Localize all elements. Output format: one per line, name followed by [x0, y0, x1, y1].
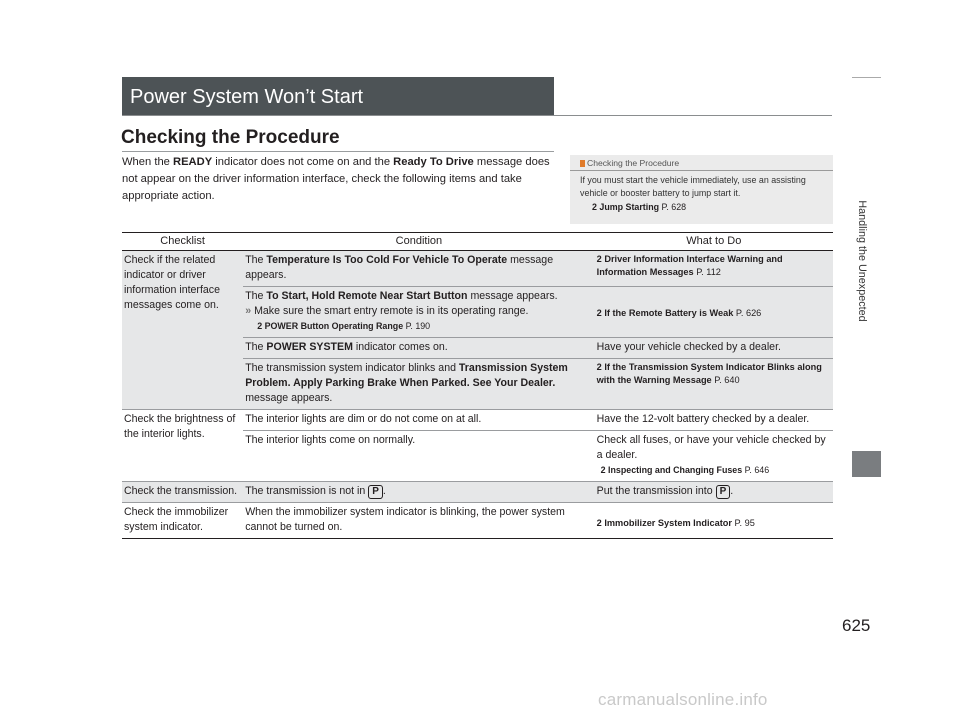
chevron-icon: »: [245, 305, 252, 317]
side-note: [570, 155, 833, 224]
checklist-table: [122, 232, 833, 539]
chapter-side-label: Handling the Unexpected: [856, 200, 868, 322]
chapter-tab: [852, 451, 881, 477]
table-header-row: [122, 233, 833, 251]
watermark: carmanualsonline.info: [598, 690, 768, 709]
park-position-icon: P: [716, 485, 731, 499]
checklist-cell: Check the transmission.: [122, 482, 243, 503]
table-row: [122, 251, 833, 287]
note-marker-icon: [580, 160, 585, 167]
note-rule: [570, 170, 833, 171]
checklist-cell: Check the brightness of the interior lights.: [122, 410, 243, 482]
action-cell: Have the 12-volt battery checked by a dealer.: [595, 410, 833, 431]
col-header-condition: Condition: [243, 233, 594, 251]
condition-cell: When the immobilizer system indicator is blinking, the power system cannot be turned on.: [243, 503, 594, 539]
header-rule: [122, 115, 832, 116]
action-cell: Check all fuses, or have your vehicle checked by a dealer. 2 Inspecting and Changing Fuses P. 646: [595, 431, 833, 482]
note-reference-link[interactable]: 2 Jump Starting P. 628: [592, 202, 687, 212]
table-row: [122, 482, 833, 503]
intro-paragraph: When the READY indicator does not come on and the Ready To Drive message does not appear on the driver information interface, check the following items and take appropriate action.: [122, 156, 550, 202]
reference-arrow-icon: 2: [592, 202, 597, 212]
park-position-icon: P: [368, 485, 383, 499]
condition-cell: The POWER SYSTEM indicator comes on.: [243, 338, 594, 359]
checklist-cell: Check if the related indicator or driver information interface messages come on.: [122, 251, 243, 410]
page-number: 625: [842, 616, 871, 635]
page-heading: Checking the Procedure: [121, 127, 340, 148]
sub-instruction: » Make sure the smart entry remote is in its operating range.: [245, 305, 529, 317]
condition-cell: The Temperature Is Too Cold For Vehicle To Operate message appears.: [243, 251, 594, 287]
reference-link[interactable]: 2 If the Transmission System Indicator Blinks along with the Warning Message P. 640: [595, 359, 833, 410]
action-cell: Put the transmission into P .: [595, 482, 833, 503]
condition-cell: The interior lights are dim or do not come on at all.: [243, 410, 594, 431]
checklist-cell: Check the immobilizer system indicator.: [122, 503, 243, 539]
section-title: Power System Won’t Start: [130, 86, 364, 108]
reference-link[interactable]: 2 POWER Button Operating Range P. 190: [257, 321, 431, 331]
reference-arrow-icon: 2: [257, 321, 263, 331]
table-row: [122, 410, 833, 431]
reference-arrow-icon: 2: [596, 308, 602, 318]
reference-link[interactable]: 2 Inspecting and Changing Fuses P. 646: [600, 465, 770, 475]
reference-arrow-icon: 2: [600, 465, 606, 475]
reference-link[interactable]: 2 Immobilizer System Indicator P. 95: [595, 503, 833, 539]
note-body: If you must start the vehicle immediately, use an assisting vehicle or booster battery to jump start it.: [580, 175, 806, 198]
note-title: Checking the Procedure: [580, 158, 679, 168]
condition-cell: The To Start, Hold Remote Near Start Button message appears. » Make sure the smart entry remote is in its operating range. 2 POWER Button Operating Range P. 190: [243, 287, 594, 338]
heading-rule: [122, 151, 554, 152]
reference-arrow-icon: 2: [596, 254, 602, 264]
col-header-what-to-do: What to Do: [595, 233, 833, 251]
condition-cell: The interior lights come on normally.: [243, 431, 594, 482]
col-header-checklist: Checklist: [122, 233, 243, 251]
action-cell: Have your vehicle checked by a dealer.: [595, 338, 833, 359]
table-row: [122, 503, 833, 539]
section-header: [122, 77, 554, 115]
condition-cell: The transmission is not in P .: [243, 482, 594, 503]
reference-arrow-icon: 2: [596, 362, 602, 372]
reference-arrow-icon: 2: [596, 518, 602, 528]
condition-cell: The transmission system indicator blinks and Transmission System Problem. Apply Parking Brake When Parked. See Your Dealer. message appears.: [243, 359, 594, 410]
reference-link[interactable]: 2 If the Remote Battery is Weak P. 626: [595, 287, 833, 338]
reference-link[interactable]: 2 Driver Information Interface Warning and Information Messages P. 112: [595, 251, 833, 287]
